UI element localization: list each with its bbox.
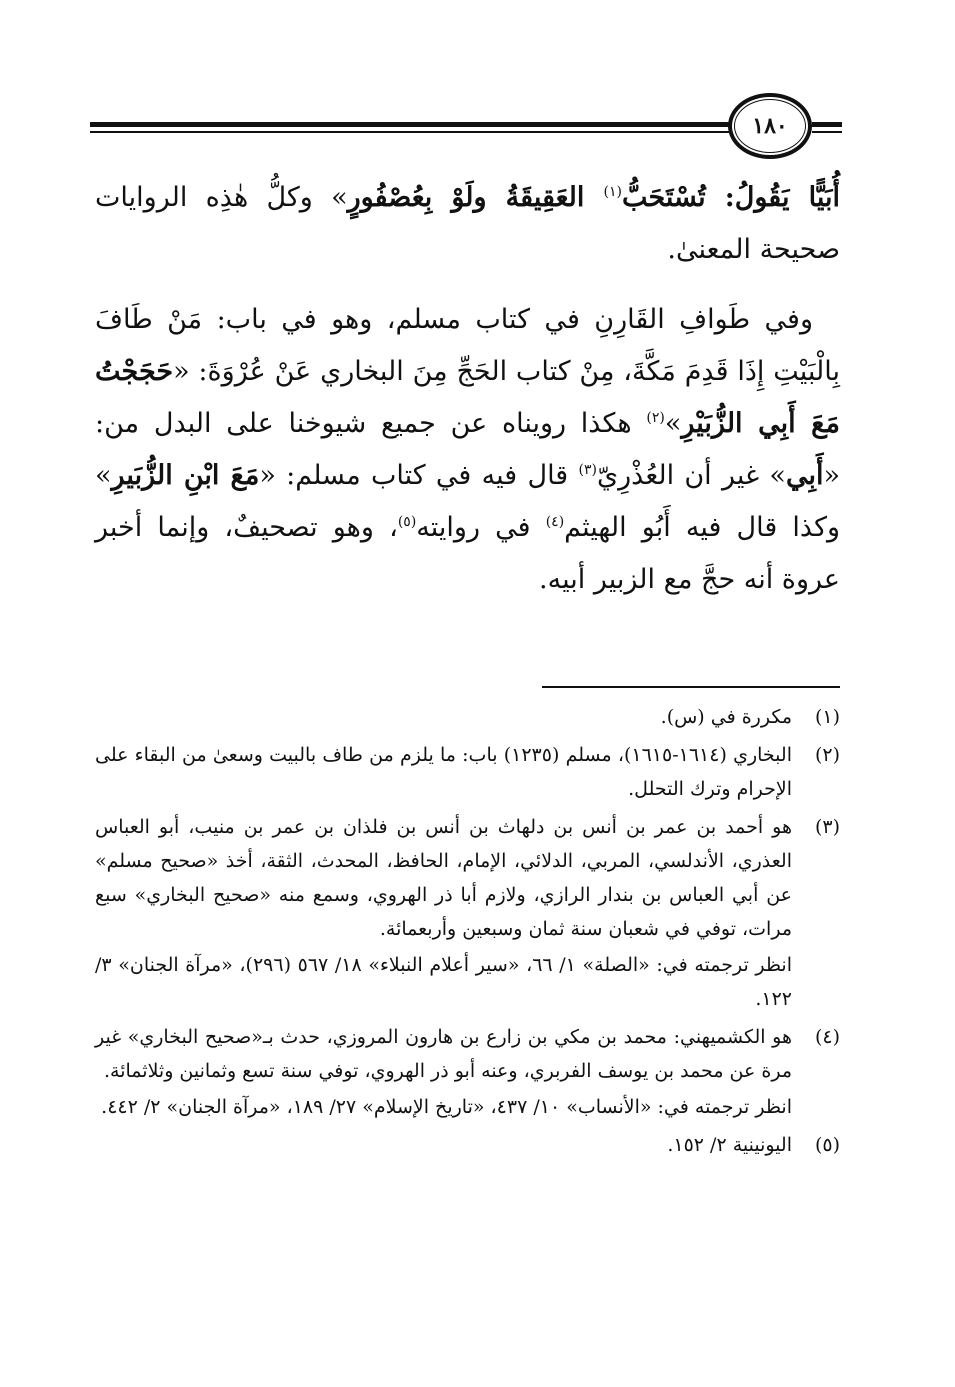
text-span: أَبِي: [785, 460, 824, 491]
footnote-ref[interactable]: (٣): [578, 462, 597, 478]
footnote-ref[interactable]: (٥): [397, 514, 417, 530]
page-number-ring: [734, 99, 806, 153]
header-rule-right-thin: [812, 131, 842, 133]
header-rule-right-thick: [812, 122, 842, 127]
footnote: [95, 700, 840, 734]
footnote: [95, 1128, 840, 1162]
text-span: في روايته: [416, 512, 546, 543]
footnote-reference: انظر ترجمته في: «الأنساب» ١٠/ ٤٣٧، «تاريخ الإسلام» ٢٧/ ١٨٩، «مرآة الجنان» ٢/ ٤٤٢.: [101, 1096, 792, 1118]
text-span: قال فيه في كتاب مسلم: «: [259, 460, 579, 491]
text-span: وفي طَوافِ القَارِنِ في كتاب مسلم، وهو في باب: مَنْ طَافَ بِالْبَيْتِ إِذَا قَدِمَ مَكَّةَ، مِنْ كتاب الحَجِّ مِنَ البخاري عَنْ عُرْوَةَ: «: [95, 304, 840, 387]
text-span: مَعَ ابْنِ الزُّبَيرِ: [111, 460, 260, 491]
text-span: العَقِيقَةُ ولَوْ بِعُصْفُورٍ: [347, 182, 604, 213]
footnote-text: اليونينية ٢/ ١٥٢.: [667, 1134, 792, 1156]
footnote-number: (٥): [814, 1134, 840, 1156]
footnote-body: [95, 1128, 792, 1162]
footnote-text: مكررة في (س).: [660, 706, 792, 728]
footnote-number: (١): [814, 706, 840, 728]
text-span: » غير أن العُذْرِيّ: [596, 460, 786, 491]
paragraph-2: [95, 294, 840, 606]
footnote-number: (٢): [814, 744, 840, 766]
footnote-text: هو أحمد بن عمر بن أنس بن دلهاث بن أنس بن فلذان بن عمر بن منيب، أبو العباس العذري، الأندلسي، المربي، الدلائي، الإمام، الحافظ، المحدث، الثقة، أخذ «صحيح مسلم» عن أبي العباس بن بندار الرازي، ولازم أبا ذر الهروي، وسمع منه «صحيح البخاري» سبع مرات، توفي في شعبان سنة ثمان وسبعين وأربعمائة.: [95, 816, 792, 940]
footnote: [95, 810, 840, 1016]
header-rule-thick: [90, 122, 730, 127]
footnote: [95, 738, 840, 806]
paragraph-1: [95, 172, 840, 276]
text-span: حَجَجْتُ مَعَ أَبِي الزُّبَيْرِ: [95, 356, 840, 439]
page-number: ١٨٠: [752, 113, 788, 139]
footnote-ref[interactable]: (١): [603, 184, 622, 200]
footnote-number: (٤): [814, 1026, 840, 1048]
page-number-badge: [728, 93, 812, 159]
text-span: أُبَيًّا يَقُولُ: تُسْتَحَبُّ: [621, 182, 840, 213]
footnote-number: (٣): [814, 816, 840, 838]
text-span: هكذا رويناه عن جميع شيوخنا على البدل من: «: [95, 408, 841, 491]
footnote-body: [95, 1020, 792, 1124]
footnote: [95, 1020, 840, 1124]
header-rule-thin: [90, 131, 730, 133]
text-span: »: [664, 408, 682, 439]
footnote-separator: [542, 686, 840, 688]
text-span: ، وهو تصحيفٌ، وإنما أخبر عروة أنه حجَّ مع الزبير أبيه.: [95, 512, 840, 595]
footnotes: [95, 700, 840, 1166]
text-span: » وكذا قال فيه أَبُو الهيثم: [95, 460, 840, 543]
footnote-ref[interactable]: (٢): [646, 410, 665, 426]
footnote-ref[interactable]: (٤): [545, 514, 565, 530]
footnote-reference: انظر ترجمته في: «الصلة» ١/ ٦٦، «سير أعلام النبلاء» ١٨/ ٥٦٧ (٢٩٦)، «مرآة الجنان» ٣/ ١٢٢.: [95, 954, 792, 1010]
footnote-body: [95, 700, 792, 734]
text-span: » وكلُّ هٰذِه الروايات صحيحة المعنىٰ.: [95, 182, 840, 265]
footnote-text: البخاري (١٦١٤-١٦١٥)، مسلم (١٢٣٥) باب: ما يلزم من طاف بالبيت وسعىٰ من البقاء على الإحرام وترك التحلل.: [95, 744, 792, 800]
footnote-body: [95, 810, 792, 1016]
main-text: [95, 172, 840, 606]
footnote-text: هو الكشميهني: محمد بن مكي بن زارع بن هارون المروزي، حدث بـ«صحيح البخاري» غير مرة عن محمد بن يوسف الفربري، وعنه أبو ذر الهروي، توفي سنة تسع وثمانين وثلاثمائة.: [95, 1026, 792, 1082]
footnote-body: [95, 738, 792, 806]
